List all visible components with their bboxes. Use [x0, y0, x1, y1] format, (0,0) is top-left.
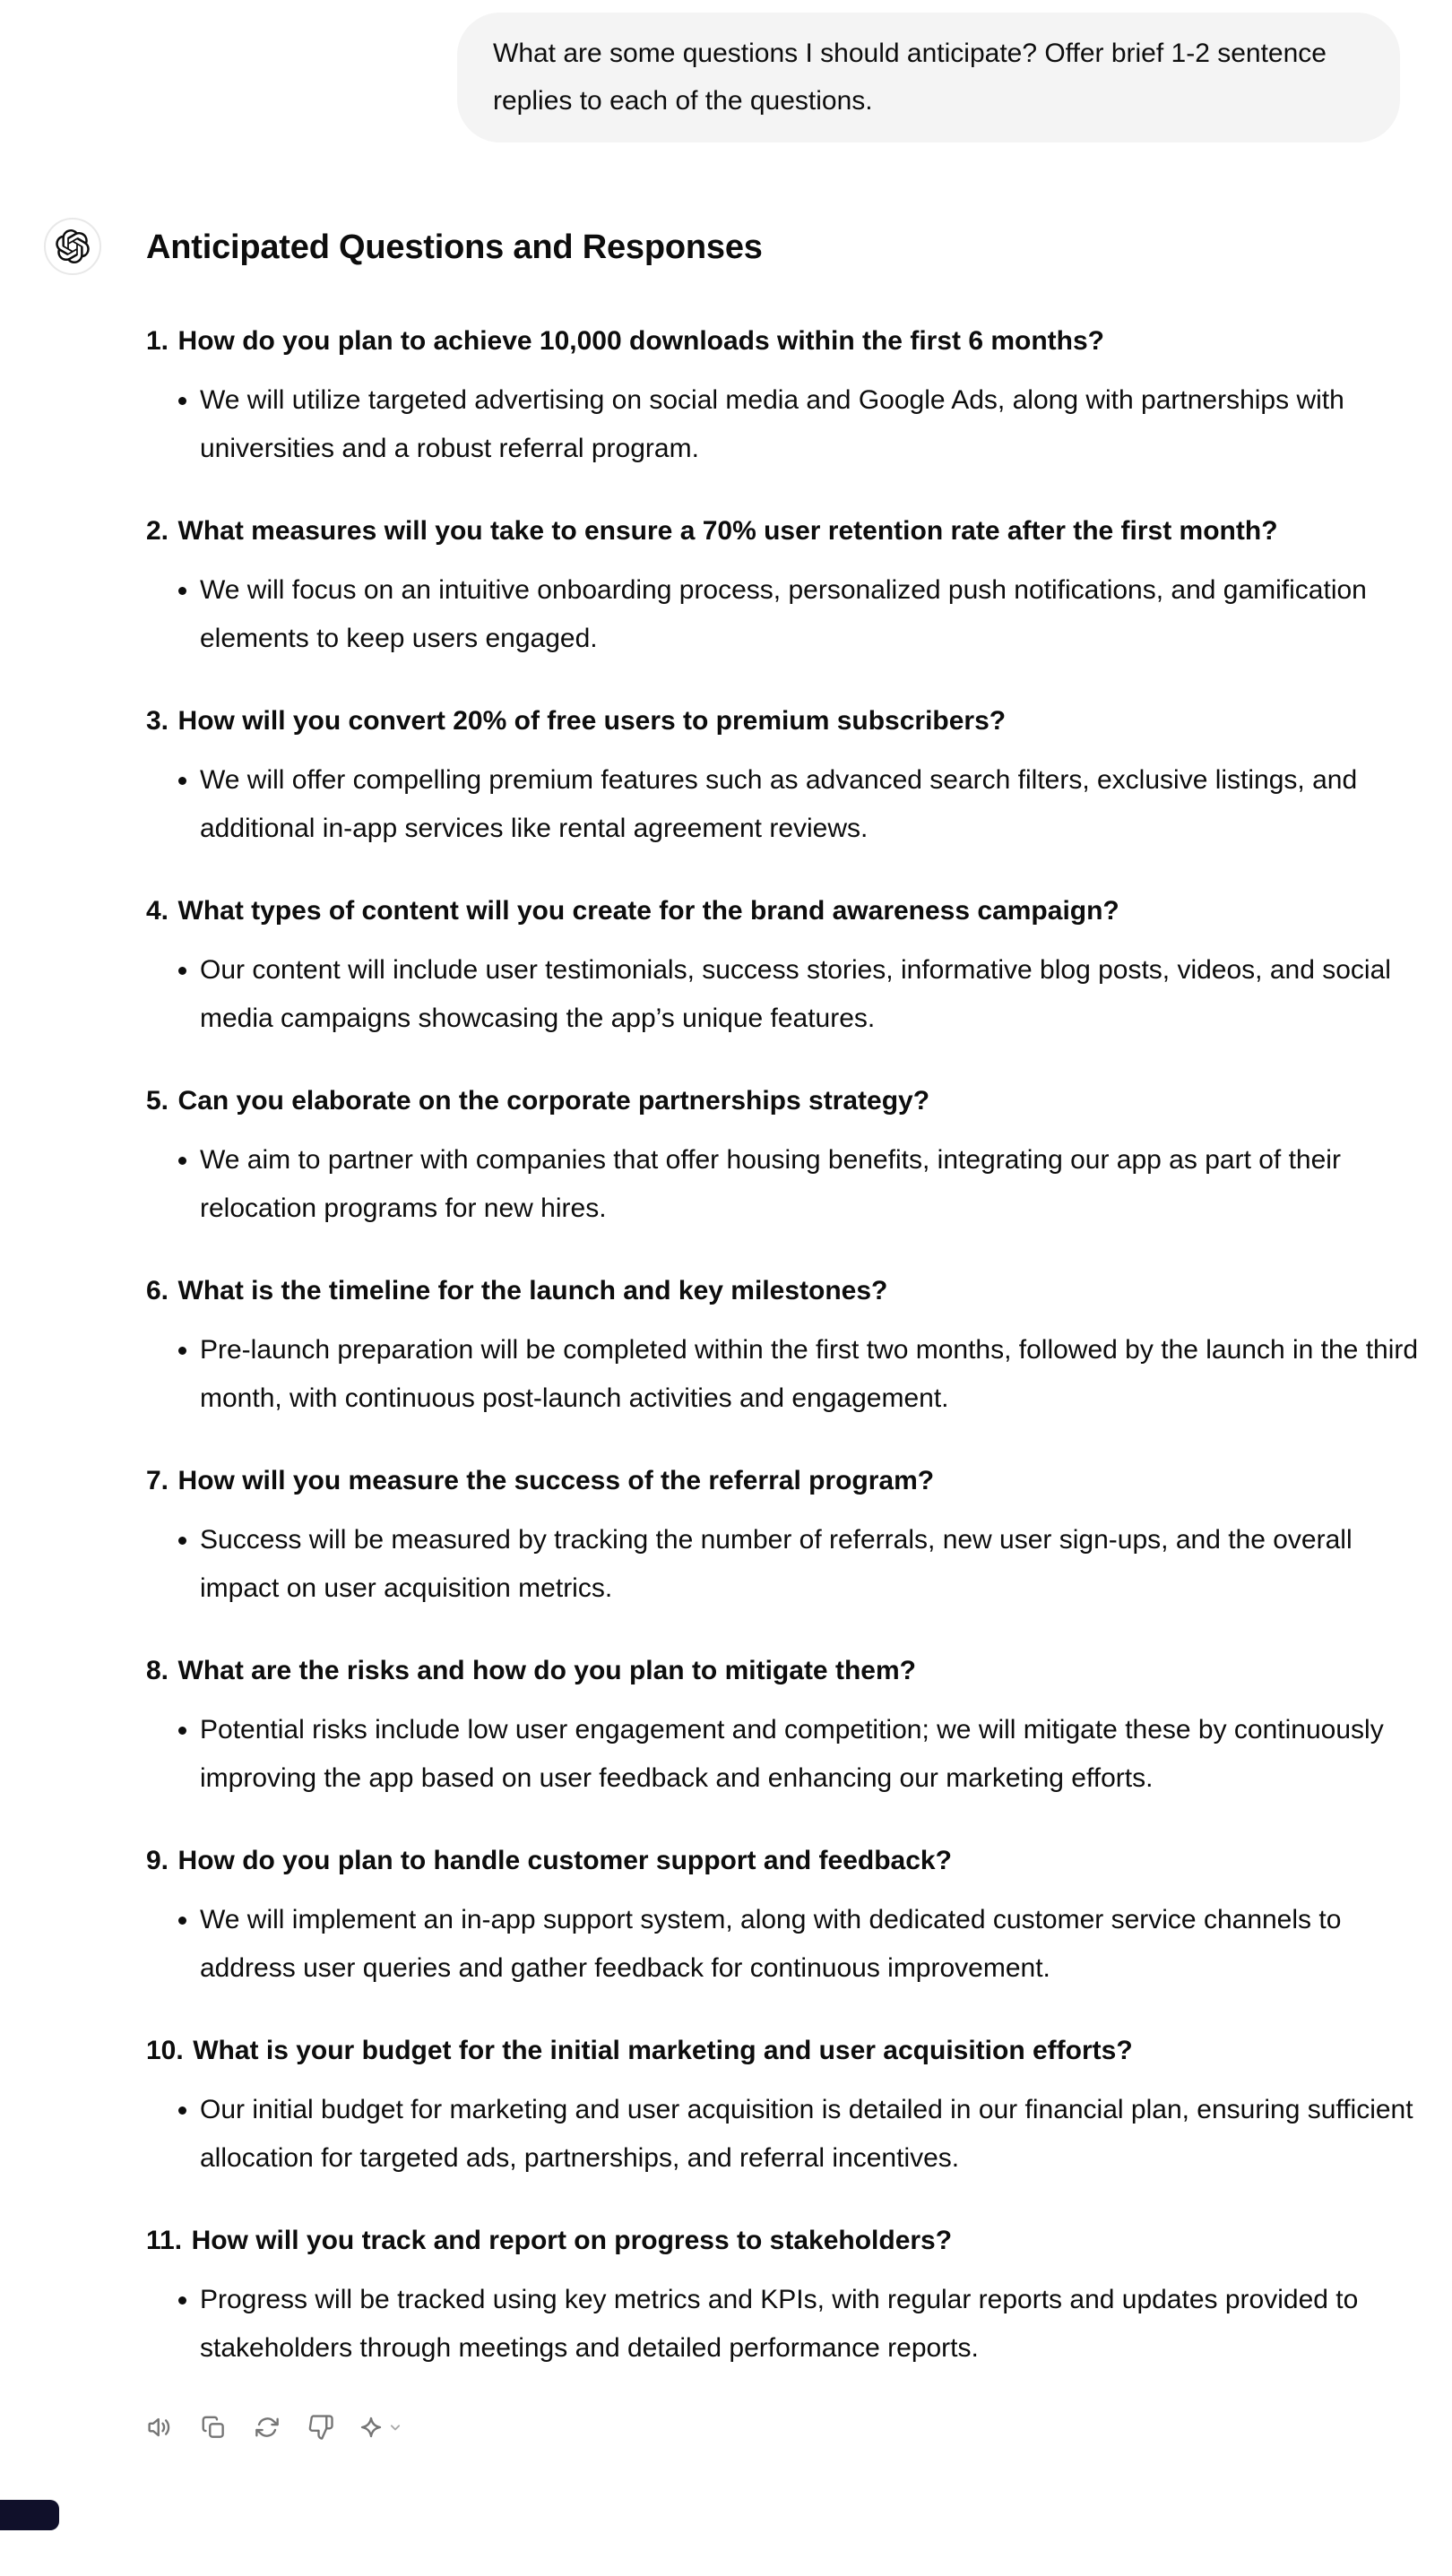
answer-text: • Our initial budget for marketing and user acquisition is detailed in our financial plan, ensuring sufficient allocation for targeted ads, partnerships, and referral incentives. [200, 2086, 1419, 2183]
qa-block [146, 1837, 1419, 1993]
question-text: How will you measure the success of the referral program? [177, 1466, 935, 1495]
user-message-row [0, 0, 1452, 142]
question-line [146, 2027, 1419, 2075]
answer-text: • We will implement an in-app support system, along with dedicated customer service channels to address user queries and gather feedback for continuous improvement. [200, 1896, 1419, 1993]
refresh-icon [254, 2414, 281, 2441]
answer-list [146, 1706, 1419, 1803]
question-line [146, 2217, 1419, 2265]
message-actions [139, 2407, 1419, 2448]
qa-block [146, 2027, 1419, 2183]
copy-icon [200, 2414, 227, 2441]
answer-list [146, 1326, 1419, 1423]
assistant-heading: Anticipated Questions and Responses [146, 228, 763, 266]
answer-text: • Progress will be tracked using key metrics and KPIs, with regular reports and updates provided to stakeholders through meetings and detailed performance reports. [200, 2276, 1419, 2373]
question-text: How do you plan to achieve 10,000 downloads within the first 6 months? [177, 326, 1105, 356]
thumbs-down-icon [307, 2414, 334, 2441]
copy-button[interactable] [193, 2407, 234, 2448]
question-text: How do you plan to handle customer support and feedback? [177, 1846, 952, 1875]
qa-block [146, 887, 1419, 1043]
question-text: Can you elaborate on the corporate partnerships strategy? [177, 1086, 930, 1116]
question-text: What measures will you take to ensure a 70% user retention rate after the first month? [177, 516, 1278, 546]
qa-block [146, 1267, 1419, 1423]
speaker-icon [146, 2414, 173, 2441]
answer-list [146, 756, 1419, 853]
question-number: 7. [146, 1466, 169, 1495]
question-line [146, 1837, 1419, 1885]
answer-list [146, 946, 1419, 1043]
question-number: 5. [146, 1086, 169, 1116]
bottom-left-partial-badge [0, 2500, 59, 2530]
qa-block [146, 317, 1419, 473]
answer-text: • Our content will include user testimonials, success stories, informative blog posts, videos, and social media campaigns showcasing the app’s unique features. [200, 946, 1419, 1043]
question-text: What are the risks and how do you plan to mitigate them? [177, 1656, 916, 1685]
qa-block [146, 1647, 1419, 1803]
question-number: 2. [146, 516, 169, 546]
qa-block [146, 1457, 1419, 1613]
answer-list [146, 2086, 1419, 2183]
question-text: What is your budget for the initial marketing and user acquisition efforts? [193, 2036, 1133, 2065]
qa-list [146, 317, 1419, 2373]
answer-list [146, 1136, 1419, 1233]
regenerate-button[interactable] [246, 2407, 288, 2448]
user-message-text: What are some questions I should anticipate? Offer brief 1-2 sentence replies to each of the questions. [493, 39, 1327, 116]
question-line [146, 507, 1419, 556]
answer-text: • We will offer compelling premium features such as advanced search filters, exclusive listings, and additional in-app services like rental agreement reviews. [200, 756, 1419, 853]
question-number: 4. [146, 896, 169, 926]
question-text: What types of content will you create for the brand awareness campaign? [177, 896, 1119, 926]
qa-block [146, 1077, 1419, 1233]
question-text: How will you convert 20% of free users to premium subscribers? [177, 706, 1007, 736]
bad-response-button[interactable] [300, 2407, 341, 2448]
question-number: 1. [146, 326, 169, 356]
question-text: What is the timeline for the launch and key milestones? [177, 1276, 888, 1305]
chevron-down-icon [386, 2418, 404, 2436]
question-number: 11. [146, 2226, 183, 2255]
read-aloud-button[interactable] [139, 2407, 180, 2448]
answer-list [146, 2276, 1419, 2373]
answer-list [146, 376, 1419, 473]
answer-text: • Pre-launch preparation will be completed within the first two months, followed by the launch in the third month, with continuous post-launch activities and engagement. [200, 1326, 1419, 1423]
question-number: 10. [146, 2036, 184, 2065]
question-number: 8. [146, 1656, 169, 1685]
openai-logo-icon [56, 229, 90, 263]
question-line [146, 1457, 1419, 1505]
answer-text: • Success will be measured by tracking the number of referrals, new user sign-ups, and the overall impact on user acquisition metrics. [200, 1516, 1419, 1613]
question-line [146, 887, 1419, 935]
question-line [146, 317, 1419, 366]
question-line [146, 1267, 1419, 1315]
qa-block [146, 507, 1419, 663]
answer-list [146, 1896, 1419, 1993]
question-line [146, 1077, 1419, 1125]
question-number: 3. [146, 706, 169, 736]
answer-text: • Potential risks include low user engagement and competition; we will mitigate these by continuously improving the app based on user feedback and enhancing our marketing efforts. [200, 1706, 1419, 1803]
assistant-message-content [146, 218, 1419, 2448]
assistant-avatar [44, 218, 101, 275]
question-number: 9. [146, 1846, 169, 1875]
answer-text: • We aim to partner with companies that offer housing benefits, integrating our app as part of their relocation programs for new hires. [200, 1136, 1419, 1233]
change-model-button[interactable] [354, 2407, 408, 2448]
answer-text: • We will focus on an intuitive onboarding process, personalized push notifications, and gamification elements to keep users engaged. [200, 566, 1419, 663]
answer-list [146, 566, 1419, 663]
answer-list [146, 1516, 1419, 1613]
sparkle-icon [358, 2414, 385, 2441]
assistant-message-row [0, 142, 1452, 2448]
question-line [146, 1647, 1419, 1695]
qa-block [146, 2217, 1419, 2373]
user-message-bubble [457, 13, 1400, 142]
answer-text: • We will utilize targeted advertising on social media and Google Ads, along with partnerships with universities and a robust referral program. [200, 376, 1419, 473]
qa-block [146, 697, 1419, 853]
question-number: 6. [146, 1276, 169, 1305]
question-line [146, 697, 1419, 745]
question-text: How will you track and report on progress to stakeholders? [191, 2226, 953, 2255]
